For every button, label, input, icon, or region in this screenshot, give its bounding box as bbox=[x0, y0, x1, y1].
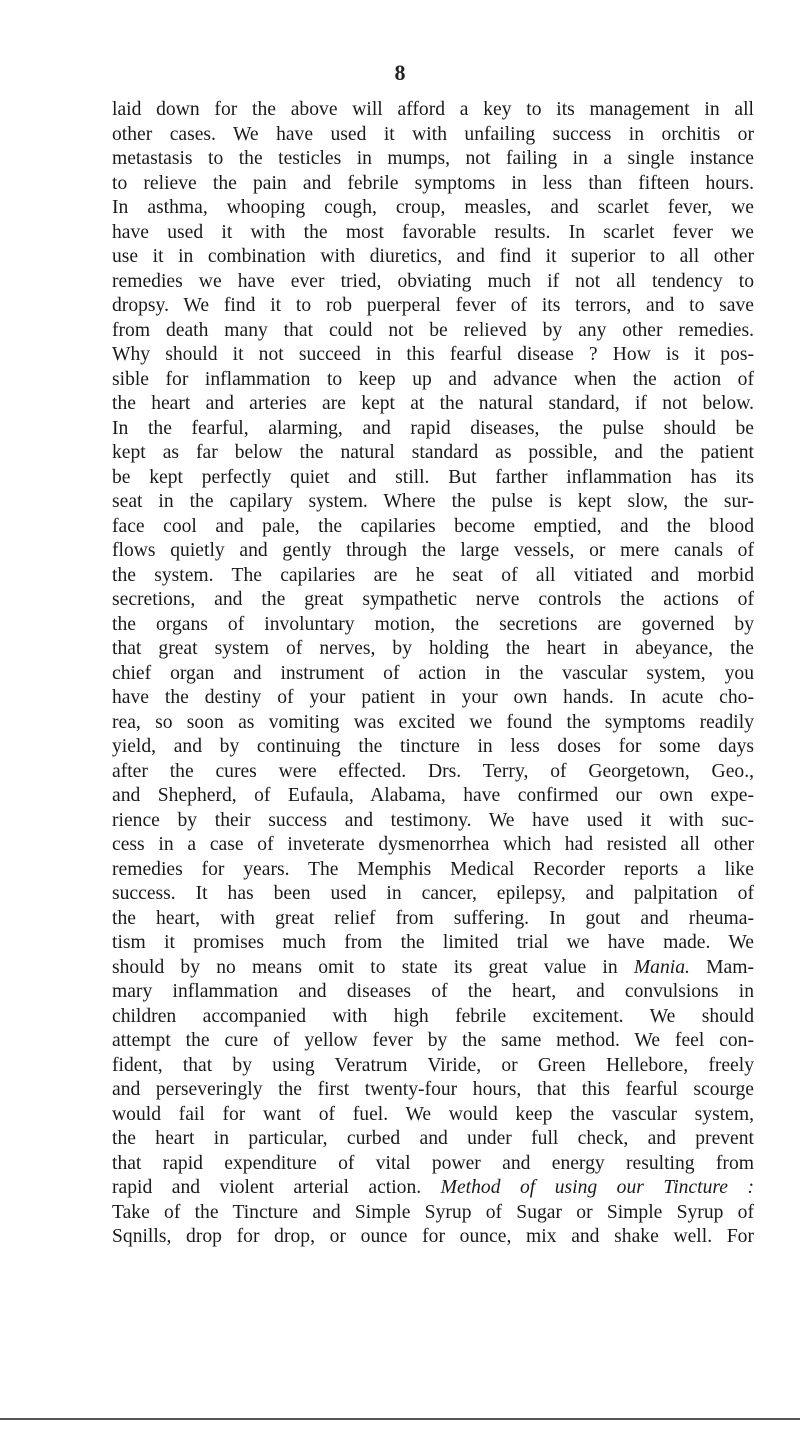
text-line-mixed bbox=[112, 956, 754, 981]
text-line: cess in a case of inveterate dysmenorrhea which had resisted all other bbox=[112, 834, 754, 855]
text-line: secretions, and the great sympathetic nerve controls the actions of bbox=[112, 589, 754, 610]
body-text bbox=[112, 98, 754, 1250]
text-line: Take of the Tincture and Simple Syrup of Sugar or Simple Syrup of bbox=[112, 1201, 754, 1223]
text-line: be kept perfectly quiet and still. But farther inflammation has its bbox=[112, 466, 754, 488]
text-line: Why should it not succeed in this fearful disease ? How is it pos- bbox=[112, 344, 754, 365]
text-line: success. It has been used in cancer, epilepsy, and palpitation of bbox=[112, 883, 754, 904]
italic-term: Mania. bbox=[633, 956, 690, 978]
text-line: other cases. We have used it with unfailing success in orchitis or bbox=[112, 123, 754, 145]
text-segment: rapid and violent arterial action. bbox=[112, 1177, 441, 1198]
text-segment: should by no means omit to state its great value in bbox=[112, 956, 634, 978]
text-line: that rapid expenditure of vital power and energy resulting from bbox=[112, 1152, 754, 1174]
text-line: yield, and by continuing the tincture in less doses for some days bbox=[112, 736, 754, 757]
text-line: chief organ and instrument of action in the vascular system, you bbox=[112, 662, 754, 684]
text-line: face cool and pale, the capilaries become emptied, and the blood bbox=[112, 515, 754, 537]
text-line: from death many that could not be relieved by any other remedies. bbox=[112, 319, 754, 341]
text-line: dropsy. We find it to rob puerperal fever of its terrors, and to save bbox=[112, 295, 754, 316]
text-line-mixed bbox=[112, 1176, 754, 1201]
text-line: kept as far below the natural standard as possible, and the patient bbox=[112, 442, 754, 463]
text-segment: Mam- bbox=[689, 956, 754, 978]
text-line: tism it promises much from the limited trial we have made. We bbox=[112, 932, 754, 953]
text-line: mary inflammation and diseases of the heart, and convulsions in bbox=[112, 981, 754, 1002]
text-line: have the destiny of your patient in your own hands. In acute cho- bbox=[112, 687, 754, 708]
text-line: and Shepherd, of Eufaula, Alabama, have confirmed our own expe- bbox=[112, 785, 754, 806]
text-line: seat in the capilary system. Where the pulse is kept slow, the sur- bbox=[112, 491, 754, 512]
text-line: would fail for want of fuel. We would keep the vascular system, bbox=[112, 1103, 754, 1125]
text-line: the system. The capilaries are he seat of all vitiated and morbid bbox=[112, 564, 754, 586]
text-line: to relieve the pain and febrile symptoms in less than fifteen hours. bbox=[112, 172, 754, 194]
page-number: 8 bbox=[394, 60, 406, 85]
text-line: the heart and arteries are kept at the natural standard, if not below. bbox=[112, 393, 754, 414]
text-line: have used it with the most favorable results. In scarlet fever we bbox=[112, 221, 754, 243]
text-line: flows quietly and gently through the large vessels, or mere canals of bbox=[112, 540, 754, 561]
italic-heading: Method of using our Tincture : bbox=[440, 1177, 754, 1198]
text-line: remedies we have ever tried, obviating much if not all tendency to bbox=[112, 270, 754, 292]
text-line: that great system of nerves, by holding the heart in abeyance, the bbox=[112, 638, 754, 659]
text-line: In the fearful, alarming, and rapid diseases, the pulse should be bbox=[112, 417, 754, 439]
text-line: the heart in particular, curbed and under full check, and prevent bbox=[112, 1128, 754, 1149]
text-line: fident, that by using Veratrum Viride, or Green Hellebore, freely bbox=[112, 1054, 754, 1076]
text-line: sible for inflammation to keep up and advance when the action of bbox=[112, 368, 754, 390]
text-line: and perseveringly the first twenty-four hours, that this fearful scourge bbox=[112, 1079, 754, 1100]
text-line: the organs of involuntary motion, the secretions are governed by bbox=[112, 613, 754, 635]
text-line: Sqnills, drop for drop, or ounce for ounce, mix and shake well. For bbox=[112, 1226, 754, 1247]
text-line: attempt the cure of yellow fever by the same method. We feel con- bbox=[112, 1030, 754, 1051]
text-line: laid down for the above will afford a key to its management in all bbox=[112, 99, 754, 120]
text-line: metastasis to the testicles in mumps, not failing in a single instance bbox=[112, 148, 754, 169]
text-line: the heart, with great relief from suffering. In gout and rheuma- bbox=[112, 907, 754, 929]
text-line: remedies for years. The Memphis Medical Recorder reports a like bbox=[112, 858, 754, 880]
text-line: rience by their success and testimony. We have used it with suc- bbox=[112, 809, 754, 831]
bottom-edge-rule bbox=[0, 1418, 800, 1420]
text-line: use it in combination with diuretics, and find it superior to all other bbox=[112, 246, 754, 267]
text-line: rea, so soon as vomiting was excited we found the symptoms readily bbox=[112, 711, 754, 733]
text-line: In asthma, whooping cough, croup, measles, and scarlet fever, we bbox=[112, 197, 754, 218]
text-line: after the cures were effected. Drs. Terry, of Georgetown, Geo., bbox=[112, 760, 754, 782]
text-line: children accompanied with high febrile excitement. We should bbox=[112, 1005, 754, 1027]
